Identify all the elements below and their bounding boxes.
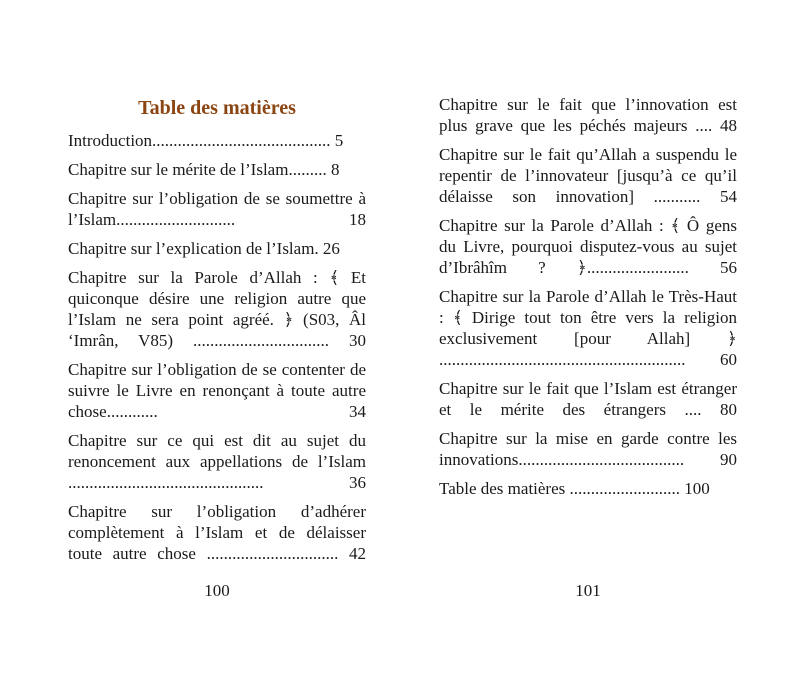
toc-list-right bbox=[439, 94, 737, 507]
toc-entry: Chapitre sur la Parole d’Allah : ﴾ Et quiconque désire une religion autre que l’Islam ne sera point agréé. ﴿ (S03, Âl ‘Imrân, V85) ................................ 30 bbox=[68, 268, 366, 350]
toc-entry: Chapitre sur le mérite de l’Islam......... 8 bbox=[68, 160, 340, 179]
toc-entry: Chapitre sur le fait que l’innovation est plus grave que les péchés majeurs .... 48 bbox=[439, 95, 737, 135]
toc-entry: Chapitre sur ce qui est dit au sujet du renoncement aux appellations de l’Islam .............................................. 36 bbox=[68, 431, 366, 492]
page-number-right: 101 bbox=[575, 581, 601, 600]
toc-entry: Chapitre sur l’obligation de se contenter de suivre le Livre en renonçant à toute autre chose............ 34 bbox=[68, 360, 366, 421]
page-number-left: 100 bbox=[204, 581, 230, 600]
toc-title: Table des matières bbox=[138, 97, 296, 119]
toc-entry: Chapitre sur la Parole d’Allah le Très-Haut : ﴾ Dirige tout ton être vers la religion exclusivement [pour Allah] ﴿ .......................................................... 60 bbox=[439, 287, 737, 369]
toc-entry: Chapitre sur l’obligation d’adhérer complètement à l’Islam et de délaisser toute autre chose ............................... 42 bbox=[68, 502, 366, 563]
toc-entry: Table des matières .......................... 100 bbox=[439, 479, 710, 498]
toc-entry: Introduction.......................................... 5 bbox=[68, 131, 344, 150]
toc-list-left bbox=[68, 130, 366, 572]
toc-entry: Chapitre sur l’explication de l’Islam. 26 bbox=[68, 239, 340, 258]
toc-entry: Chapitre sur le fait qu’Allah a suspendu le repentir de l’innovateur [jusqu’à ce qu’il délaisse son innovation] ........... 54 bbox=[439, 145, 737, 206]
toc-entry: Chapitre sur la mise en garde contre les innovations....................................... 90 bbox=[439, 429, 737, 469]
toc-entry: Chapitre sur le fait que l’Islam est étranger et le mérite des étrangers .... 80 bbox=[439, 379, 737, 419]
toc-entry: Chapitre sur l’obligation de se soumettre à l’Islam............................ 18 bbox=[68, 189, 366, 229]
toc-entry: Chapitre sur la Parole d’Allah : ﴾ Ô gens du Livre, pourquoi disputez-vous au sujet d’Ibrâhîm ? ﴿........................ 56 bbox=[439, 216, 737, 277]
